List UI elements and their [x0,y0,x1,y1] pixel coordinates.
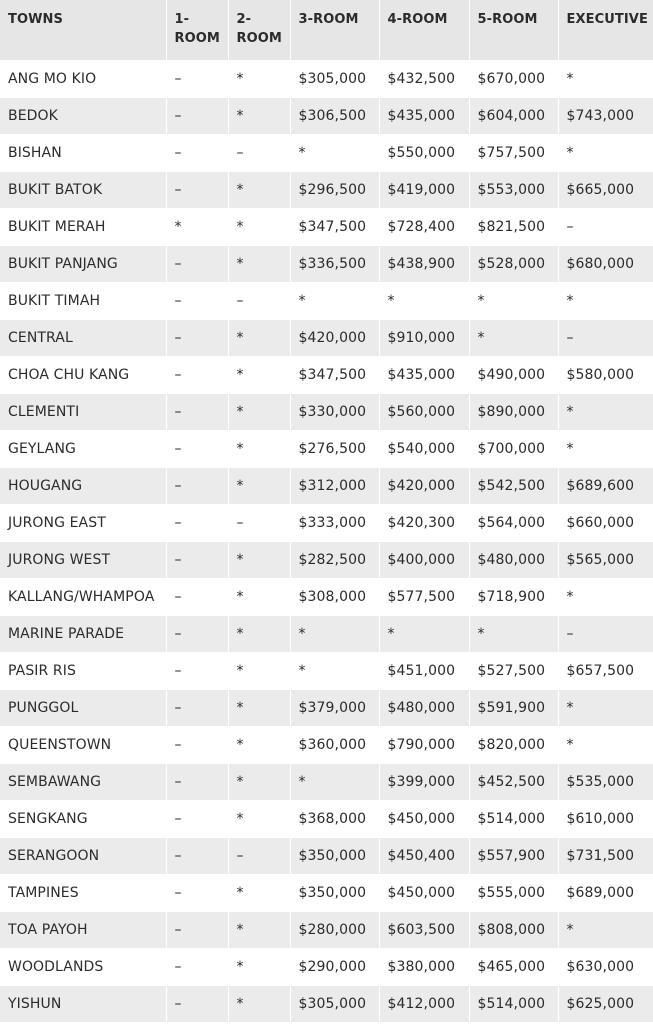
two-room-cell: * [228,431,290,468]
column-header-1-room: 1-ROOM [166,0,228,61]
executive-cell: $565,000 [558,542,653,579]
table-row [0,246,653,283]
executive-cell: * [558,579,653,616]
table-row [0,431,653,468]
executive-cell: * [558,431,653,468]
one-room-cell: – [166,801,228,838]
executive-cell: $660,000 [558,505,653,542]
two-room-cell: * [228,98,290,135]
four-room-cell: $910,000 [379,320,469,357]
five-room-cell: $718,900 [469,579,558,616]
two-room-cell: * [228,542,290,579]
table-row [0,986,653,1023]
table-header [0,0,653,61]
column-header-2-room: 2-ROOM [228,0,290,61]
four-room-cell: * [379,616,469,653]
table-body [0,61,653,1023]
four-room-cell: $400,000 [379,542,469,579]
two-room-cell: * [228,949,290,986]
column-header-5-room: 5-ROOM [469,0,558,61]
column-header-towns: TOWNS [0,0,166,61]
table-row [0,98,653,135]
two-room-cell: * [228,616,290,653]
town-cell: MARINE PARADE [0,616,166,653]
five-room-cell: $553,000 [469,172,558,209]
five-room-cell: $514,000 [469,801,558,838]
table-row [0,172,653,209]
town-cell: PASIR RIS [0,653,166,690]
one-room-cell: – [166,98,228,135]
two-room-cell: – [228,283,290,320]
three-room-cell: $420,000 [290,320,379,357]
executive-cell: $630,000 [558,949,653,986]
two-room-cell: – [228,135,290,172]
table-row [0,320,653,357]
town-cell: BUKIT PANJANG [0,246,166,283]
two-room-cell: * [228,246,290,283]
one-room-cell: – [166,505,228,542]
table-row [0,505,653,542]
executive-cell: $610,000 [558,801,653,838]
executive-cell: $535,000 [558,764,653,801]
one-room-cell: – [166,320,228,357]
two-room-cell: * [228,394,290,431]
town-cell: TOA PAYOH [0,912,166,949]
three-room-cell: $333,000 [290,505,379,542]
town-cell: BUKIT BATOK [0,172,166,209]
five-room-cell: $670,000 [469,61,558,98]
five-room-cell: $821,500 [469,209,558,246]
five-room-cell: $490,000 [469,357,558,394]
four-room-cell: $577,500 [379,579,469,616]
five-room-cell: $890,000 [469,394,558,431]
column-header-3-room: 3-ROOM [290,0,379,61]
executive-cell: $680,000 [558,246,653,283]
executive-cell: – [558,209,653,246]
three-room-cell: $290,000 [290,949,379,986]
one-room-cell: * [166,209,228,246]
three-room-cell: $350,000 [290,838,379,875]
table-row [0,690,653,727]
executive-cell: $657,500 [558,653,653,690]
three-room-cell: $308,000 [290,579,379,616]
town-cell: SERANGOON [0,838,166,875]
three-room-cell: $379,000 [290,690,379,727]
town-cell: CENTRAL [0,320,166,357]
town-cell: ANG MO KIO [0,61,166,98]
town-cell: CLEMENTI [0,394,166,431]
table-row [0,912,653,949]
one-room-cell: – [166,172,228,209]
one-room-cell: – [166,283,228,320]
four-room-cell: $420,000 [379,468,469,505]
two-room-cell: * [228,801,290,838]
three-room-cell: $350,000 [290,875,379,912]
two-room-cell: * [228,986,290,1023]
table-row [0,653,653,690]
five-room-cell: $591,900 [469,690,558,727]
five-room-cell: $514,000 [469,986,558,1023]
table-row [0,135,653,172]
table-row [0,579,653,616]
executive-cell: * [558,690,653,727]
four-room-cell: $435,000 [379,98,469,135]
four-room-cell: $603,500 [379,912,469,949]
three-room-cell: $280,000 [290,912,379,949]
one-room-cell: – [166,986,228,1023]
three-room-cell: $330,000 [290,394,379,431]
table-row [0,801,653,838]
four-room-cell: $450,400 [379,838,469,875]
town-cell: BUKIT MERAH [0,209,166,246]
three-room-cell: $296,500 [290,172,379,209]
five-room-cell: $564,000 [469,505,558,542]
town-cell: WOODLANDS [0,949,166,986]
three-room-cell: * [290,135,379,172]
one-room-cell: – [166,542,228,579]
three-room-cell: $336,500 [290,246,379,283]
header-row [0,0,653,61]
four-room-cell: $432,500 [379,61,469,98]
town-cell: TAMPINES [0,875,166,912]
two-room-cell: * [228,320,290,357]
town-cell: KALLANG/WHAMPOA [0,579,166,616]
town-cell: YISHUN [0,986,166,1023]
four-room-cell: $790,000 [379,727,469,764]
three-room-cell: $282,500 [290,542,379,579]
five-room-cell: * [469,283,558,320]
executive-cell: $625,000 [558,986,653,1023]
four-room-cell: $380,000 [379,949,469,986]
one-room-cell: – [166,727,228,764]
four-room-cell: $450,000 [379,875,469,912]
five-room-cell: * [469,320,558,357]
three-room-cell: $306,500 [290,98,379,135]
table-row [0,357,653,394]
five-room-cell: $557,900 [469,838,558,875]
two-room-cell: * [228,357,290,394]
four-room-cell: $435,000 [379,357,469,394]
three-room-cell: $305,000 [290,61,379,98]
two-room-cell: * [228,653,290,690]
one-room-cell: – [166,653,228,690]
one-room-cell: – [166,949,228,986]
executive-cell: $689,000 [558,875,653,912]
one-room-cell: – [166,431,228,468]
one-room-cell: – [166,616,228,653]
four-room-cell: $480,000 [379,690,469,727]
two-room-cell: * [228,764,290,801]
town-cell: SENGKANG [0,801,166,838]
table-row [0,394,653,431]
table-row [0,542,653,579]
four-room-cell: $419,000 [379,172,469,209]
two-room-cell: – [228,838,290,875]
three-room-cell: * [290,616,379,653]
table-row [0,949,653,986]
town-cell: BEDOK [0,98,166,135]
one-room-cell: – [166,690,228,727]
four-room-cell: $728,400 [379,209,469,246]
two-room-cell: * [228,61,290,98]
three-room-cell: * [290,283,379,320]
town-cell: BISHAN [0,135,166,172]
five-room-cell: $452,500 [469,764,558,801]
five-room-cell: $700,000 [469,431,558,468]
town-cell: QUEENSTOWN [0,727,166,764]
five-room-cell: $555,000 [469,875,558,912]
four-room-cell: $420,300 [379,505,469,542]
four-room-cell: $550,000 [379,135,469,172]
town-cell: BUKIT TIMAH [0,283,166,320]
table-row [0,875,653,912]
executive-cell: * [558,394,653,431]
executive-cell: * [558,135,653,172]
executive-cell: $689,600 [558,468,653,505]
table-row [0,209,653,246]
one-room-cell: – [166,246,228,283]
town-cell: HOUGANG [0,468,166,505]
table-row [0,764,653,801]
five-room-cell: $465,000 [469,949,558,986]
five-room-cell: $528,000 [469,246,558,283]
five-room-cell: $527,500 [469,653,558,690]
one-room-cell: – [166,135,228,172]
executive-cell: $731,500 [558,838,653,875]
three-room-cell: $312,000 [290,468,379,505]
four-room-cell: $438,900 [379,246,469,283]
four-room-cell: $540,000 [379,431,469,468]
five-room-cell: $542,500 [469,468,558,505]
one-room-cell: – [166,912,228,949]
five-room-cell: * [469,616,558,653]
town-cell: CHOA CHU KANG [0,357,166,394]
column-header-executive: EXECUTIVE [558,0,653,61]
three-room-cell: $305,000 [290,986,379,1023]
executive-cell: – [558,320,653,357]
one-room-cell: – [166,875,228,912]
four-room-cell: $399,000 [379,764,469,801]
one-room-cell: – [166,838,228,875]
four-room-cell: * [379,283,469,320]
table-row [0,838,653,875]
table-row [0,468,653,505]
two-room-cell: * [228,875,290,912]
one-room-cell: – [166,61,228,98]
two-room-cell: * [228,172,290,209]
one-room-cell: – [166,394,228,431]
executive-cell: $665,000 [558,172,653,209]
town-cell: JURONG WEST [0,542,166,579]
three-room-cell: * [290,764,379,801]
one-room-cell: – [166,764,228,801]
two-room-cell: * [228,579,290,616]
five-room-cell: $808,000 [469,912,558,949]
table-row [0,283,653,320]
five-room-cell: $757,500 [469,135,558,172]
table-row [0,727,653,764]
three-room-cell: $347,500 [290,357,379,394]
four-room-cell: $560,000 [379,394,469,431]
town-cell: JURONG EAST [0,505,166,542]
two-room-cell: * [228,690,290,727]
two-room-cell: – [228,505,290,542]
executive-cell: – [558,616,653,653]
three-room-cell: $276,500 [290,431,379,468]
town-cell: PUNGGOL [0,690,166,727]
two-room-cell: * [228,468,290,505]
two-room-cell: * [228,727,290,764]
table-row [0,616,653,653]
five-room-cell: $480,000 [469,542,558,579]
town-cell: SEMBAWANG [0,764,166,801]
one-room-cell: – [166,468,228,505]
column-header-4-room: 4-ROOM [379,0,469,61]
two-room-cell: * [228,912,290,949]
one-room-cell: – [166,357,228,394]
two-room-cell: * [228,209,290,246]
five-room-cell: $820,000 [469,727,558,764]
one-room-cell: – [166,579,228,616]
executive-cell: * [558,61,653,98]
five-room-cell: $604,000 [469,98,558,135]
three-room-cell: * [290,653,379,690]
town-cell: GEYLANG [0,431,166,468]
four-room-cell: $451,000 [379,653,469,690]
executive-cell: * [558,912,653,949]
four-room-cell: $412,000 [379,986,469,1023]
three-room-cell: $368,000 [290,801,379,838]
table-row [0,61,653,98]
executive-cell: * [558,727,653,764]
executive-cell: $743,000 [558,98,653,135]
four-room-cell: $450,000 [379,801,469,838]
executive-cell: $580,000 [558,357,653,394]
three-room-cell: $360,000 [290,727,379,764]
three-room-cell: $347,500 [290,209,379,246]
executive-cell: * [558,283,653,320]
